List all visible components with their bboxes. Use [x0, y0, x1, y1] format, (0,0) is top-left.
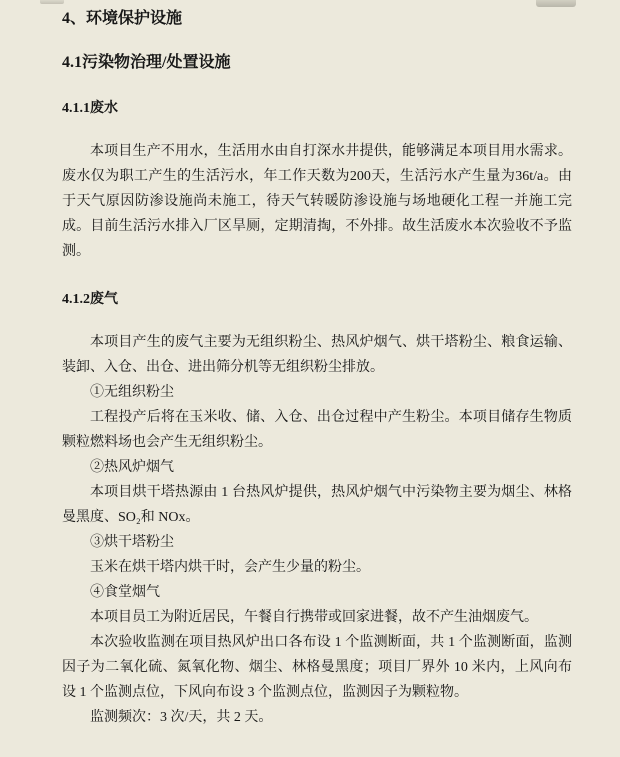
paragraph: 工程投产后将在玉米收、储、入仓、出仓过程中产生粉尘。本项目储存生物质颗粒燃料场也会产生无组织粉尘。 — [62, 410, 572, 450]
page-top-artifact-left — [40, 0, 64, 4]
heading-chapter: 4、环境保护设施 — [62, 10, 183, 27]
wastewater-paragraphs — [62, 139, 572, 264]
paragraph: 玉米在烘干塔内烘干时，会产生少量的粉尘。 — [90, 560, 370, 575]
paragraph: 本项目生产不用水，生活用水由自打深水井提供，能够满足本项目用水需求。废水仅为职工产生的生活污水，年工作天数为200天，生活污水产生量为36t/a。由于天气原因防渗设施尚未施工，待天气转暖防渗设施与场地硬化工程一并施工完成。目前生活污水排入厂区旱厕，定期清掏，不外排。故生活废水本次验收不予监测。 — [62, 144, 572, 259]
page-top-artifact-right — [536, 0, 576, 7]
heading-pollution-control-section: 4.1污染物治理/处置设施 — [62, 54, 231, 71]
paragraph: ①无组织粉尘 — [90, 385, 174, 400]
exhaust-gas-paragraphs — [62, 330, 572, 730]
paragraph: ④食堂烟气 — [90, 585, 160, 600]
paragraph: ②热风炉烟气 — [90, 460, 174, 475]
paragraph: 本项目产生的废气主要为无组织粉尘、热风炉烟气、烘干塔粉尘、粮食运输、装卸、入仓、出仓、进出筛分机等无组织粉尘排放。 — [62, 335, 572, 375]
paragraph: 本项目员工为附近居民，午餐自行携带或回家进餐，故不产生油烟废气。 — [90, 610, 538, 625]
heading-wastewater: 4.1.1废水 — [62, 101, 118, 116]
paragraph: ③烘干塔粉尘 — [90, 535, 174, 550]
paragraph: 本次验收监测在项目热风炉出口各布设 1 个监测断面，共 1 个监测断面，监测因子为二氧化硫、氮氧化物、烟尘、林格曼黑度；项目厂界外 10 米内，上风向布设 1 个监测点位，下风向布设 3 个监测点位，监测因子为颗粒物。 — [62, 635, 572, 700]
paragraph: 监测频次：3 次/天，共 2 天。 — [90, 710, 273, 725]
heading-exhaust-gas: 4.1.2废气 — [62, 292, 118, 307]
paragraph: 本项目烘干塔热源由 1 台热风炉提供，热风炉烟气中污染物主要为烟尘、林格曼黑度、SO₂和 NOx。 — [62, 485, 572, 525]
